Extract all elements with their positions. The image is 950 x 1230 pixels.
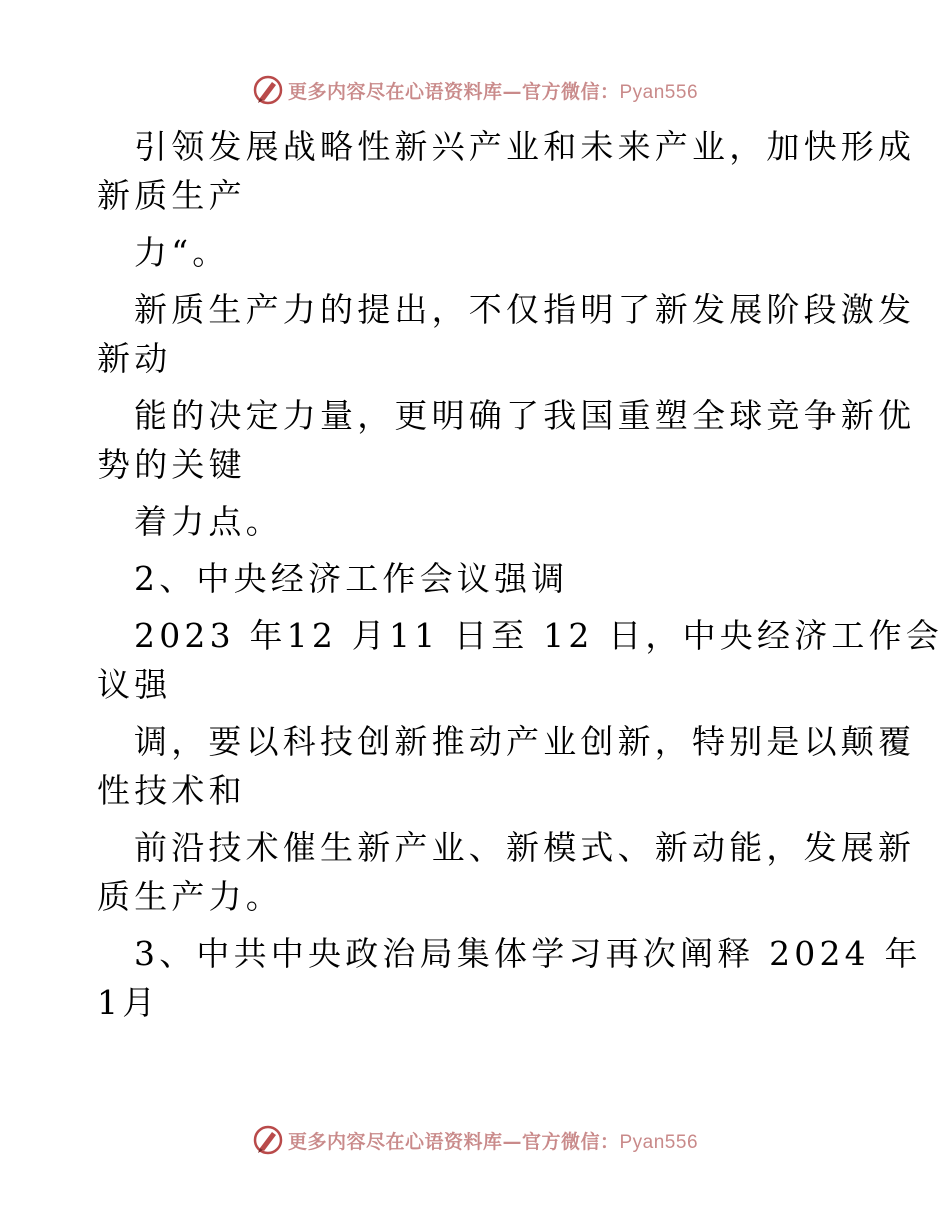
body-line: 新质生产力的提出，不仅指明了新发展阶段激发 bbox=[134, 290, 916, 329]
section-heading: 2、中央经济工作会议强调 bbox=[134, 559, 569, 598]
body-line: 质生产力。 bbox=[97, 877, 283, 916]
header-banner-label: 官方微信： bbox=[521, 80, 620, 103]
footer-banner bbox=[0, 1120, 950, 1160]
footer-banner-dash: — bbox=[502, 1130, 522, 1153]
section-heading: 3、中共中央政治局集体学习再次阐释 2024 年 bbox=[134, 934, 922, 973]
body-line: 着力点。 bbox=[134, 502, 283, 541]
footer-banner-id: Pyan556 bbox=[619, 1131, 699, 1153]
body-line: 力“。 bbox=[134, 233, 230, 272]
footer-banner-text bbox=[288, 1127, 698, 1154]
body-line: 引领发展战略性新兴产业和未来产业，加快形成 bbox=[134, 127, 916, 166]
body-line: 前沿技术催生新产业、新模式、新动能，发展新 bbox=[134, 828, 916, 867]
body-line: 新动 bbox=[97, 339, 172, 378]
body-line: 性技术和 bbox=[97, 771, 246, 810]
pen-logo-icon bbox=[252, 74, 284, 106]
body-line: 能的决定力量，更明确了我国重塑全球竞争新优 bbox=[134, 396, 916, 435]
header-banner-main: 更多内容尽在心语资料库 bbox=[287, 80, 503, 103]
header-banner bbox=[0, 70, 950, 110]
body-line: 2023 年12 月11 日至 12 日，中央经济工作会 bbox=[134, 616, 944, 655]
header-banner-text bbox=[288, 77, 698, 104]
header-banner-dash: — bbox=[502, 80, 522, 103]
body-line: 势的关键 bbox=[97, 445, 246, 484]
body-line: 调，要以科技创新推动产业创新，特别是以颠覆 bbox=[134, 722, 916, 761]
header-banner-id: Pyan556 bbox=[619, 81, 699, 103]
document-body bbox=[97, 122, 944, 1027]
pen-logo-icon bbox=[252, 1124, 284, 1156]
body-line: 新质生产 bbox=[97, 176, 246, 215]
body-line: 1月 bbox=[97, 983, 160, 1022]
body-line: 议强 bbox=[97, 665, 172, 704]
footer-banner-label: 官方微信： bbox=[521, 1130, 620, 1153]
footer-banner-main: 更多内容尽在心语资料库 bbox=[287, 1130, 503, 1153]
